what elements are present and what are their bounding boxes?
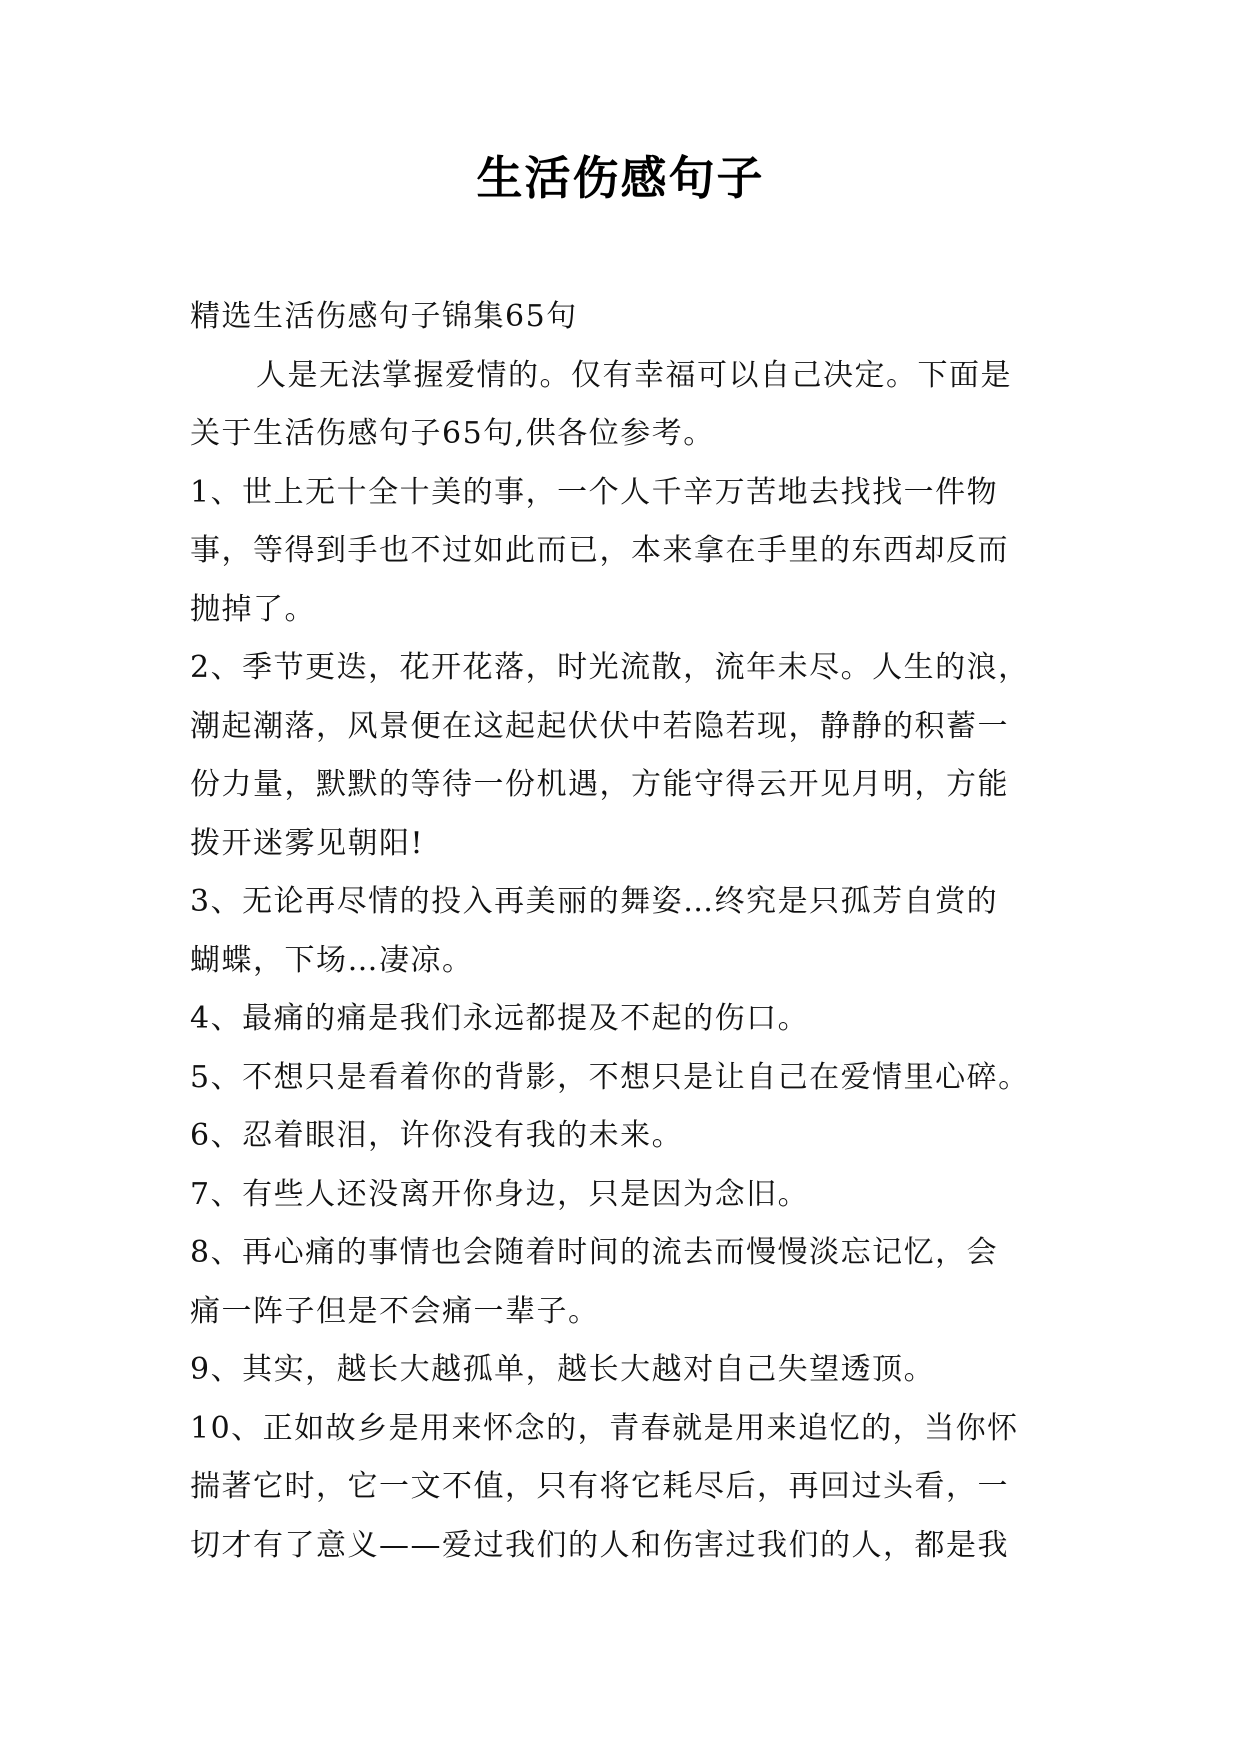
intro-line: 人是无法掌握爱情的。仅有幸福可以自己决定。下面是	[256, 357, 1012, 393]
paragraph-line: 1、世上无十全十美的事，一个人千辛万苦地去找找一件物	[190, 474, 999, 510]
paragraph-line: 10、正如故乡是用来怀念的，青春就是用来追忆的，当你怀	[190, 1410, 1019, 1446]
paragraph-line: 8、再心痛的事情也会随着时间的流去而慢慢淡忘记忆，会	[190, 1235, 999, 1270]
paragraph-line: 5、不想只是看着你的背影，不想只是让自己在爱情里心碎。	[190, 1059, 1030, 1095]
document-body	[190, 288, 1056, 1575]
paragraph-line: 拨开迷雾见朝阳!	[190, 825, 425, 861]
subtitle-line: 精选生活伤感句子锦集65句	[190, 299, 578, 334]
paragraph-line: 2、季节更迭，花开花落，时光流散，流年未尽。人生的浪，	[190, 650, 1030, 685]
paragraph-line: 潮起潮落，风景便在这起起伏伏中若隐若现，静静的积蓄一	[190, 708, 1009, 744]
paragraph-line: 3、无论再尽情的投入再美丽的舞姿…终究是只孤芳自赏的	[190, 884, 999, 919]
intro-line: 关于生活伤感句子65句,供各位参考。	[190, 416, 715, 451]
paragraph-line: 抛掉了。	[190, 591, 316, 627]
paragraph-line: 9、其实，越长大越孤单，越长大越对自己失望透顶。	[190, 1352, 936, 1387]
document-title: 生活伤感句子	[476, 151, 765, 205]
paragraph-line: 痛一阵子但是不会痛一辈子。	[190, 1293, 600, 1329]
paragraph-line: 份力量，默默的等待一份机遇，方能守得云开见月明，方能	[190, 767, 1009, 802]
paragraph-line: 揣著它时，它一文不值，只有将它耗尽后，再回过头看，一	[190, 1469, 1009, 1504]
paragraph-line: 事，等得到手也不过如此而已，本来拿在手里的东西却反而	[190, 533, 1009, 568]
paragraph-line: 蝴蝶，下场…凄凉。	[190, 942, 474, 978]
paragraph-line: 6、忍着眼泪，许你没有我的未来。	[190, 1118, 684, 1153]
paragraph-line: 7、有些人还没离开你身边，只是因为念旧。	[190, 1176, 810, 1212]
paragraph-line: 切才有了意义——爱过我们的人和伤害过我们的人，都是我	[190, 1527, 1009, 1563]
paragraph-line: 4、最痛的痛是我们永远都提及不起的伤口。	[190, 1001, 810, 1036]
